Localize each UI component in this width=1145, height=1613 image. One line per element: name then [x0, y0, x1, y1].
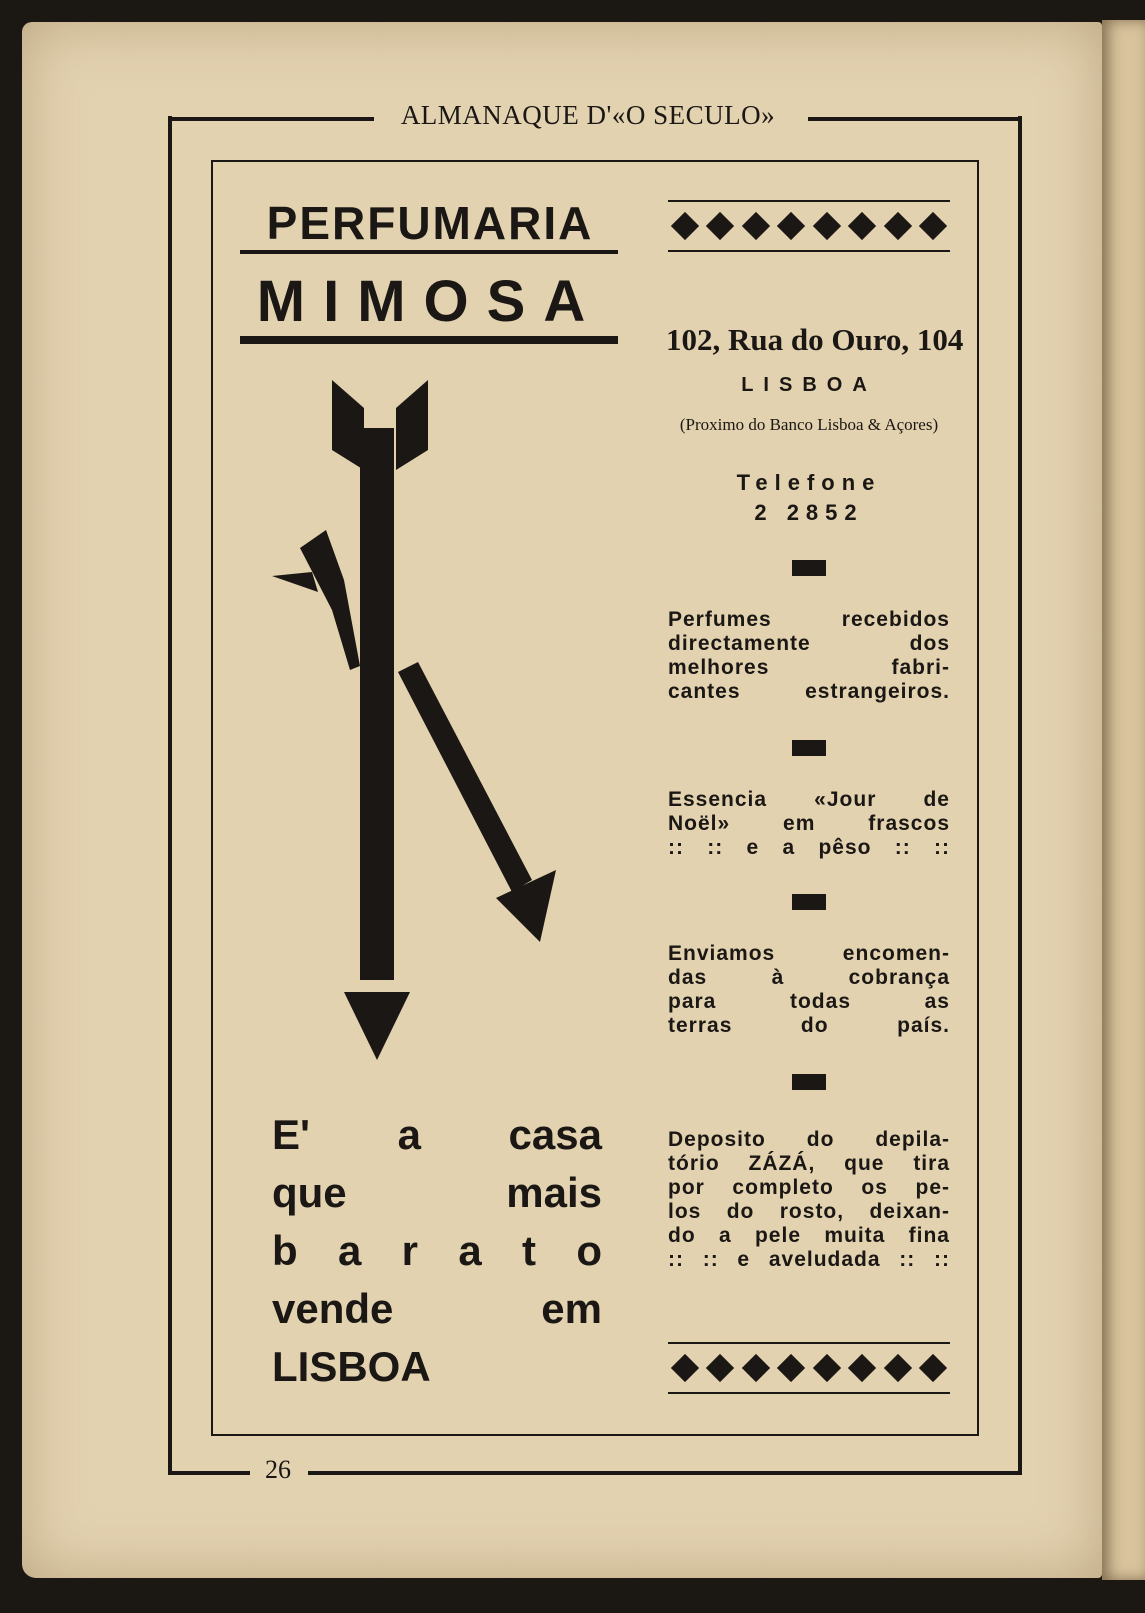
diamond-icon	[671, 212, 699, 240]
diamond-icon	[671, 1354, 699, 1382]
phone-label: Telefone	[736, 470, 882, 495]
diamond-border-top	[668, 200, 950, 252]
location-note: (Proximo do Banco Lisboa & Açores)	[679, 415, 939, 434]
main-arrow-head-icon	[344, 992, 410, 1060]
separator-block	[792, 740, 826, 756]
block-line: :: :: e aveludada :: ::	[668, 1248, 950, 1271]
next-page-edge	[1102, 20, 1145, 1580]
footer-rule-left	[168, 1471, 250, 1475]
main-arrow-fletch-left-icon	[332, 380, 364, 470]
block-line: Essencia «Jour de	[668, 788, 950, 811]
diamond-icon	[706, 212, 734, 240]
separator-block	[792, 560, 826, 576]
slogan-line: que mais	[272, 1169, 602, 1216]
broken-fletch-icon	[272, 572, 318, 592]
block-line: terras do país.	[668, 1014, 950, 1037]
slogan-line: vende em	[272, 1285, 602, 1332]
diamond-icon	[919, 212, 947, 240]
slogan-line: LISBOA	[272, 1343, 431, 1390]
city: LISBOA	[741, 374, 877, 396]
block-line: directamente dos	[668, 632, 950, 655]
diamond-icon	[919, 1354, 947, 1382]
block-line: do a pele muita fina	[668, 1224, 950, 1247]
text-block-perfumes	[668, 608, 950, 704]
brand-mimosa: MIMOSA	[256, 269, 604, 334]
diamond-icon	[813, 212, 841, 240]
almanac-title: ALMANAQUE D'«O SECULO»	[400, 100, 776, 130]
block-line: Noël» em frascos	[668, 812, 950, 835]
main-arrow-fletch-right-icon	[396, 380, 428, 470]
diamond-icon	[848, 212, 876, 240]
diamond-icon	[742, 1354, 770, 1382]
brand-rule-top	[240, 250, 618, 254]
block-line: cantes estrangeiros.	[668, 680, 950, 703]
page-number: 26	[265, 1455, 291, 1484]
main-arrow-shaft-icon	[360, 428, 394, 980]
block-line: Deposito do depila-	[668, 1128, 950, 1151]
footer-rule-right	[308, 1471, 1022, 1475]
block-line: los do rosto, deixan-	[668, 1200, 950, 1223]
diamond-icon	[848, 1354, 876, 1382]
broken-arrow-icon	[300, 530, 360, 670]
slogan-line: b a r a t o	[272, 1227, 602, 1274]
text-block-essencia	[668, 788, 950, 860]
diamond-icon	[777, 1354, 805, 1382]
diamond-icon	[706, 1354, 734, 1382]
separator-block	[792, 1074, 826, 1090]
brand-perfumaria: PERFUMARIA	[266, 197, 594, 249]
diamond-icon	[883, 1354, 911, 1382]
block-line: melhores fabri-	[668, 656, 950, 679]
diamond-icon	[777, 212, 805, 240]
block-line: para todas as	[668, 990, 950, 1013]
slogan	[272, 1106, 602, 1396]
text-block-depilatorio	[668, 1128, 950, 1272]
block-line: das à cobrança	[668, 966, 950, 989]
phone-number: 2 2852	[754, 500, 864, 525]
slogan-line: E' a casa	[272, 1111, 602, 1158]
page-footer	[168, 1452, 1022, 1492]
block-line: por completo os pe-	[668, 1176, 950, 1199]
separator-block	[792, 894, 826, 910]
diagonal-arrow-shaft-icon	[398, 662, 532, 892]
block-line: :: :: e a pêso :: ::	[668, 836, 950, 859]
diamond-icon	[883, 212, 911, 240]
arrows-illustration	[270, 370, 580, 1070]
diamond-border-bottom	[668, 1342, 950, 1394]
brand-rule-bottom	[240, 336, 618, 344]
block-line: Enviamos encomen-	[668, 942, 950, 965]
diamond-icon	[742, 212, 770, 240]
diamond-icon	[813, 1354, 841, 1382]
block-line: Perfumes recebidos	[668, 608, 950, 631]
text-block-encomendas	[668, 942, 950, 1038]
block-line: tório ZÁZÁ, que tira	[668, 1152, 950, 1175]
address: 102, Rua do Ouro, 104	[666, 322, 964, 357]
